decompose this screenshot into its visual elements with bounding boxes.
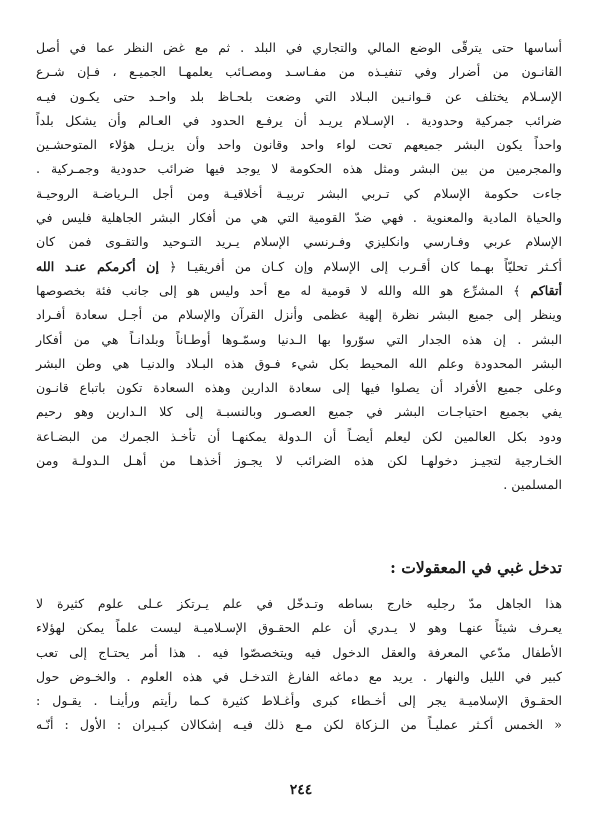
paragraph-line: المسلمين . (503, 477, 562, 493)
main-paragraph (36, 36, 562, 498)
section-line: « الخمس أكـثر عمليـاً من الـزكاة لكن مـع ذلك فيـه إشكالان كبـيران : الأول : أنّـه (36, 717, 562, 733)
paragraph-line: وينظر إلى جميع البشر نظرة إلهية عظمى وأنزل القرآن والإسلام من أجـل سعادة أفـراد (36, 307, 562, 323)
section-line: الأطفال مدّعي المعرفة والعقل الدخول فيه ويتخصصّوا فيه . هذا أمر يحتـاج إلى تعب (36, 644, 562, 660)
paragraph-line: الإسلام عربي وفـارسي وانكليزي وفـرنسي الإسلام يـريد التـوحيد والتقـوى فمن كان (36, 234, 562, 250)
section-line: الحقـوق الإسلاميـة يجر إلى أخـطاء كبرى وأغـلاط كثيرة كـما رأيتم ورأينـا . يقـول : (36, 693, 562, 709)
section-heading: تدخل غبي في المعقولات : (390, 558, 562, 577)
line-prefix: أكـثر تحليّاً بهـما كان أقـرب إلى الإسلام وإن كـان من أفريقيـا ﴿ (159, 258, 562, 274)
paragraph-line: الإسـلام يختلف عن قـوانـين البـلاد التي وضعت بلحـاظ بلد واحـد حتى يكـون فيـه (36, 88, 562, 104)
page-number: ٢٤٤ (289, 782, 313, 798)
paragraph-line: القانـون من أضرار وفي تنفيـذه من مفـاسـد ومصـائب يعلمهـا الجميـع ، فـإن شـرع (36, 64, 562, 80)
section-line: هذا الجاهل مدّ رجليه خارج بساطه وتـدخّل في علم يـرتكز عـلى علوم كثيرة لا (36, 596, 562, 611)
paragraph-line: الخـارجية لتجيـز دخولهـا لكن هذه الضرائب لا يجـوز أخذهـا من أهـل الـدولـة ومن (36, 453, 562, 469)
paragraph-line: واحداً يكون البشر جميعهم تحت لواء واحد وقانون واحد وأن يزيـل هؤلاء المتوحشـين (36, 137, 562, 153)
paragraph-line-with-quote (36, 255, 562, 279)
paragraph-line: والحياة المادية والمعنوية . فهي ضدّ القومية التي هي من أفكار البشر الجاهلية فليس في (36, 210, 562, 226)
line-suffix: ﴾ المشرِّع هو الله والله لا قومية له مع أحد وليس هو إلى جانب فئة بخصوصها (36, 282, 531, 298)
paragraph-line-with-quote (36, 279, 562, 303)
section-line: يعـرف شيئاً عنهـا وهو لا يـدري أن علم الحقـوق الإسـلاميـة ليست علماً يمكن لهؤلاء (36, 620, 562, 636)
paragraph-line: ودود بكل العالمين لكن ليعلم أيضـاً أن الـدولة يمكنهـا أن تأخـذ الجمرك من البضـاعة (36, 428, 562, 444)
section-line: كبير في الليل والنهار . يريد مع دماغه الفارغ التدخـل في هذه العلوم . والخـوض حول (36, 668, 562, 684)
quran-quote-bold: إن أكرمكم عنـد الله (36, 258, 160, 274)
paragraph-line: أساسها حتى يترقّى الوضع المالي والتجاري في البلد . ثم مع غض النظر عما في أصل (36, 40, 562, 55)
paragraph-line: ضرائب جمركية وحدودية . الإسـلام يريـد أن يرفـع الحدود في العـالم وأن يشكل بلداً (36, 112, 562, 128)
paragraph-line: جاءت حكومة الإسلام كي تـربي البشر تربيـة أخلاقيـة ومن أجل الـرياضـة الروحيـة (36, 185, 562, 201)
paragraph-line: يفي بجميع احتياجـات البشر في جميع العصـور وبالنسبـة إلى كلا الـدارين وهو رحيم (36, 404, 562, 420)
paragraph-line: البشر المحدودة وعلم الله المحيط بكل شيء فـوق هذه البـلاد والدنيـا هي وطن البشر (36, 355, 562, 371)
quran-quote-bold: أتقاكم (530, 282, 562, 298)
paragraph-line: البشر . إن هذه الجدار التي سوّروا بها الـدنيا وسمّـوها أوطـاناً وبلدانـاً هي من أفكار (36, 331, 562, 347)
section-paragraph (36, 592, 562, 738)
paragraph-line: وعلى جميع الأفراد أن يصلوا فيها إلى سعادة الدارين وهذه السعادة تكون باتباع قانـون (36, 380, 562, 396)
paragraph-line: والمجرمين من بين البشر ومثل هذه الحكومة لا يوجد فيها ضرائب حدودية وجمـركية . (36, 161, 562, 177)
